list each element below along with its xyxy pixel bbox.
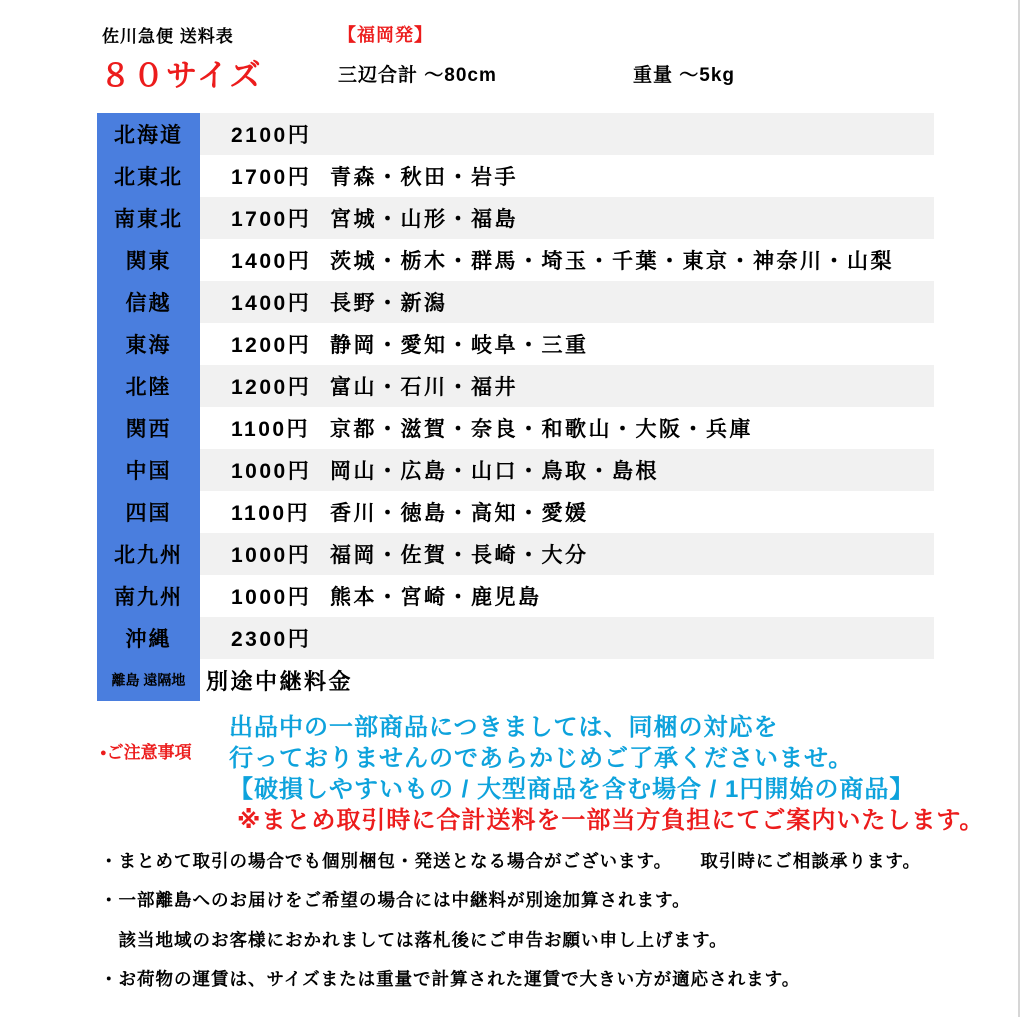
prefectures-cell: 茨城・栃木・群馬・埼玉・千葉・東京・神奈川・山梨 (330, 250, 894, 273)
table-row (97, 281, 934, 323)
table-row (97, 617, 934, 659)
notice-body (229, 712, 984, 836)
prefectures-cell: 熊本・宮崎・鹿児島 (330, 586, 542, 609)
region-cell: 北九州 (97, 533, 200, 575)
region-cell: 関東 (97, 239, 200, 281)
table-row (97, 491, 934, 533)
notice-line: 行っておりませんのであらかじめご了承くださいませ。 (229, 745, 854, 772)
footnote: 該当地域のお客様におかれましては落札後にご申告お願い申し上げます。 (100, 930, 728, 950)
region-cell: 沖縄 (97, 617, 200, 659)
prefectures-cell: 岡山・広島・山口・鳥取・島根 (330, 460, 659, 483)
table-row (97, 239, 934, 281)
price-cell: 1100円 (231, 418, 311, 441)
region-cell: 関西 (97, 407, 200, 449)
price-cell: 1700円 (231, 166, 312, 189)
prefectures-cell: 長野・新潟 (330, 292, 448, 315)
prefectures-cell: 青森・秋田・岩手 (330, 166, 518, 189)
region-cell: 北海道 (97, 113, 200, 155)
footnote: ・まとめて取引の場合でも個別梱包・発送となる場合がございます。 取引時にご相談承ります。 (100, 851, 921, 871)
footnote: ・お荷物の運賃は、サイズまたは重量で計算された運賃で大きい方が適応されます。 (100, 969, 801, 989)
table-row (97, 365, 934, 407)
table-row (97, 323, 934, 365)
shipping-fee-table (97, 113, 934, 701)
table-row (97, 197, 934, 239)
prefectures-cell: 富山・石川・福井 (330, 376, 518, 399)
price-cell: 別途中継料金 (206, 668, 354, 694)
region-cell: 離島 遠隔地 (97, 659, 200, 701)
table-row (97, 533, 934, 575)
price-cell: 1000円 (231, 460, 312, 483)
table-row (97, 155, 934, 197)
prefectures-cell: 香川・徳島・高知・愛媛 (330, 502, 589, 525)
price-cell: 1100円 (231, 502, 311, 525)
region-cell: 北東北 (97, 155, 200, 197)
prefectures-cell: 福岡・佐賀・長崎・大分 (330, 544, 589, 567)
table-row (97, 659, 934, 701)
region-cell: 南九州 (97, 575, 200, 617)
region-cell: 信越 (97, 281, 200, 323)
prefectures-cell: 宮城・山形・福島 (330, 208, 518, 231)
footnote: ・一部離島へのお届けをご希望の場合には中継料が別途加算されます。 (100, 890, 691, 910)
sheet-title: 佐川急便 送料表 (102, 27, 234, 46)
region-cell: 北陸 (97, 365, 200, 407)
region-cell: 中国 (97, 449, 200, 491)
table-row (97, 407, 934, 449)
table-row (97, 449, 934, 491)
region-cell: 四国 (97, 491, 200, 533)
parcel-size-label: ８０サイズ (100, 58, 263, 93)
notice-red-line: ※まとめ取引時に合計送料を一部当方負担にてご案内いたします。 (237, 807, 985, 834)
region-cell: 東海 (97, 323, 200, 365)
price-cell: 1200円 (231, 334, 312, 357)
price-cell: 1700円 (231, 208, 312, 231)
screen-edge-line (1018, 0, 1020, 1017)
notice-label-text: ご注意事項 (106, 743, 192, 762)
price-cell: 1400円 (231, 250, 312, 273)
price-cell: 1200円 (231, 376, 312, 399)
dimension-limit: 三辺合計 ～80cm (338, 65, 497, 86)
table-row (97, 113, 934, 155)
weight-limit: 重量 ～5kg (633, 65, 736, 86)
price-cell: 2100円 (231, 124, 312, 147)
price-cell: 1400円 (231, 292, 312, 315)
prefectures-cell: 静岡・愛知・岐阜・三重 (330, 334, 589, 357)
price-cell: 1000円 (231, 586, 312, 609)
region-cell: 南東北 (97, 197, 200, 239)
origin-badge: 【福岡発】 (338, 25, 433, 45)
notice-line: 【破損しやすいもの / 大型商品を含む場合 / 1円開始の商品】 (229, 776, 915, 803)
price-cell: 2300円 (231, 628, 312, 651)
bullet-icon: ● (100, 747, 107, 759)
table-row (97, 575, 934, 617)
prefectures-cell: 京都・滋賀・奈良・和歌山・大阪・兵庫 (330, 418, 753, 441)
price-cell: 1000円 (231, 544, 312, 567)
notice-line: 出品中の一部商品につきましては、同梱の対応を (229, 714, 779, 741)
notice-label (100, 738, 192, 763)
